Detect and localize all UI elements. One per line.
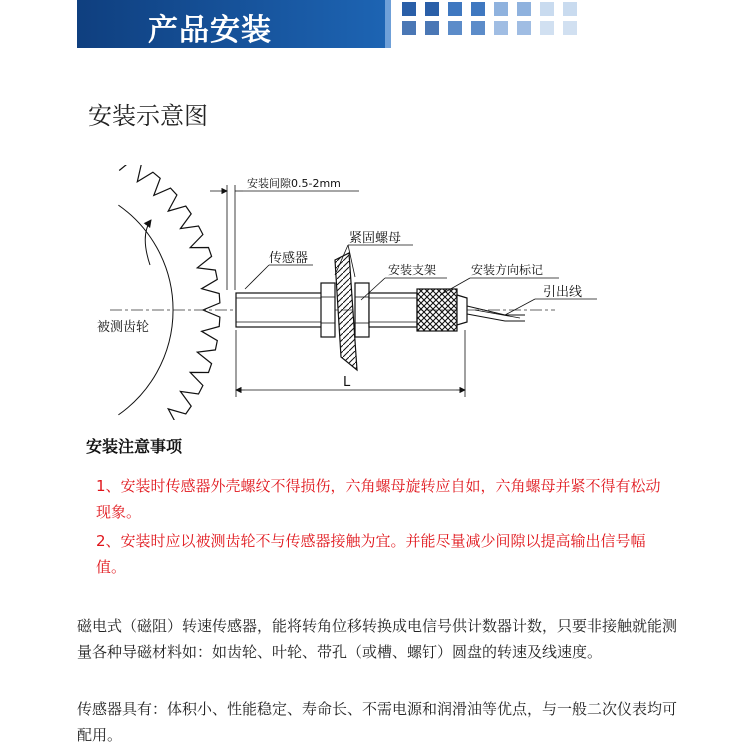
sensor-leader — [245, 265, 269, 289]
header-dot — [402, 21, 416, 35]
header-dot — [448, 2, 462, 16]
page-title: 产品安装 — [148, 13, 272, 48]
direction-mark — [417, 289, 457, 331]
note-item-1: 1、安装时传感器外壳螺纹不得损伤，六角螺母旋转应自如，六角螺母并紧不得有松动现象。 — [96, 477, 661, 521]
sensor-end-cap — [457, 295, 467, 325]
header-dot — [563, 21, 577, 35]
header-dot — [517, 2, 531, 16]
header-dot — [402, 2, 416, 16]
header-dot — [540, 2, 554, 16]
hex-nut-right — [355, 283, 369, 337]
nut-label: 紧固螺母 — [349, 231, 402, 246]
rotation-arrow — [145, 220, 151, 265]
lead-leader — [505, 299, 535, 315]
header-dot — [494, 2, 508, 16]
header-accent-bar — [385, 0, 391, 48]
installation-diagram — [85, 165, 645, 420]
header-dot — [517, 21, 531, 35]
header-dot — [540, 21, 554, 35]
header-dot — [425, 2, 439, 16]
bracket-label: 安装支架 — [388, 263, 437, 277]
header-dot — [471, 21, 485, 35]
lead-label: 引出线 — [543, 285, 583, 300]
direction-label: 安装方向标记 — [471, 263, 544, 277]
gear-label: 被测齿轮 — [97, 320, 150, 335]
header-dot-pattern — [402, 2, 577, 35]
header-dot — [471, 2, 485, 16]
header-dot — [563, 2, 577, 16]
note-item-2: 2、安装时应以被测齿轮不与传感器接触为宜。并能尽量减少间隙以提高输出信号幅值。 — [96, 532, 646, 576]
notes-title: 安装注意事项 — [86, 437, 183, 456]
features-paragraph: 传感器具有：体积小、性能稳定、寿命长、不需电源和润滑油等优点，与一般二次仪表均可配用。 — [77, 700, 678, 744]
sensor-label: 传感器 — [269, 251, 309, 266]
hex-nut-left — [321, 283, 335, 337]
description-paragraph: 磁电式（磁阻）转速传感器，能将转角位移转换成电信号供计数器计数，只要非接触就能测量各种导磁材料如：如齿轮、叶轮、带孔（或槽、螺钉）圆盘的转速及线速度。 — [77, 617, 678, 661]
measured-gear — [119, 165, 220, 420]
length-label: L — [343, 375, 351, 390]
header-dot — [425, 21, 439, 35]
gap-label: 安装间隙0.5-2mm — [247, 177, 341, 190]
header-dot — [494, 21, 508, 35]
header-dot — [448, 21, 462, 35]
diagram-subtitle: 安装示意图 — [88, 102, 208, 130]
